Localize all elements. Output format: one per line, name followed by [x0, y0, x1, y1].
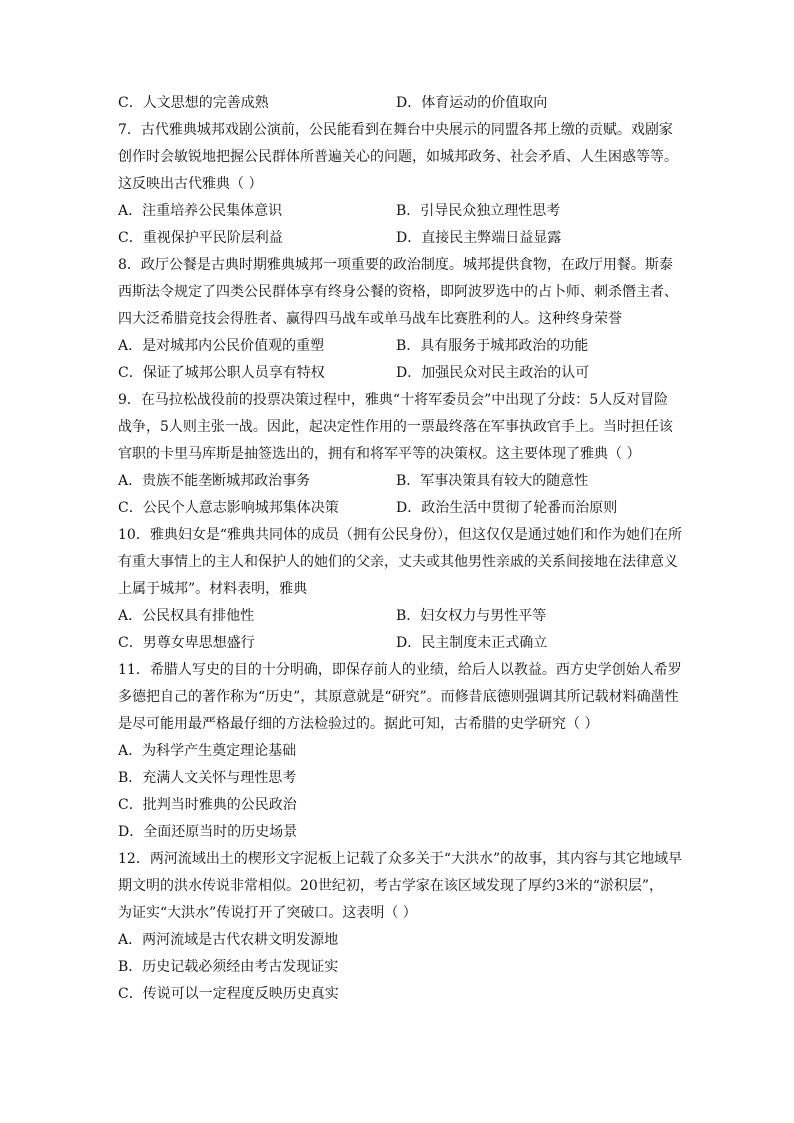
q12-option-b: B．历史记载必须经由考古发现证实	[118, 959, 339, 975]
q11-option-c: C．批判当时雅典的公民政治	[118, 797, 297, 813]
q7-stem-line: 创作时会敏锐地把握公民群体所普遍关心的问题，如城邦政务、社会矛盾、人生困惑等等。	[118, 149, 678, 165]
q12-stem-line: 12．两河流域出土的楔形文字泥板上记载了众多关于“大洪水”的故事，其内容与其它地域早	[118, 851, 683, 867]
q7-stem-line: 这反映出古代雅典（ ）	[118, 176, 263, 192]
q12-option-a: A．两河流域是古代农耕文明发源地	[118, 932, 339, 948]
q9-stem-line: 官职的卡里马库斯是抽签选出的，拥有和将军平等的决策权。这主要体现了雅典（ ）	[118, 446, 641, 462]
q6-options-cd	[118, 90, 684, 117]
q7-options-cd	[118, 225, 684, 252]
q10-option-b: B．妇女权力与男性平等	[396, 608, 547, 624]
q7-option-d: D．直接民主弊端日益显露	[396, 230, 562, 246]
q8-options-cd	[118, 360, 684, 387]
q10-options-cd	[118, 630, 684, 657]
question-content	[118, 90, 684, 1008]
q7-options-ab	[118, 198, 684, 225]
q7-option-a: A．注重培养公民集体意识	[118, 203, 283, 219]
q6-option-d: D．体育运动的价值取向	[396, 95, 548, 111]
q8-option-d: D．加强民众对民主政治的认可	[396, 365, 590, 381]
q7-option-b: B．引导民众独立理性思考	[396, 203, 561, 219]
q8-option-c: C．保证了城邦公职人员享有特权	[118, 365, 325, 381]
q11-option-a: A．为科学产生奠定理论基础	[118, 743, 297, 759]
q9-stem-line: 战争，5人则主张一战。因此，起决定性作用的一票最终落在军事执政官手上。当时担任该	[118, 419, 673, 435]
q9-options-ab	[118, 468, 684, 495]
q11-option-b: B．充满人文关怀与理性思考	[118, 770, 297, 786]
q12-stem-line: 期文明的洪水传说非常相似。20世纪初，考古学家在该区域发现了厚约3米的“淤积层”，	[118, 878, 664, 894]
q10-stem-line: 上属于城邦”。材料表明，雅典	[118, 581, 308, 597]
q8-stem-line: 西斯法令规定了四类公民群体享有终身公餐的资格，即阿波罗选中的占卜师、刺杀僭主者、	[118, 284, 678, 300]
q9-option-c: C．公民个人意志影响城邦集体决策	[118, 500, 339, 516]
q11-stem-line: 是尽可能用最严格最仔细的方法检验过的。据此可知，古希腊的史学研究（ ）	[118, 716, 599, 732]
q11-stem-line: 11．希腊人写史的目的十分明确，即保存前人的业绩，给后人以教益。西方史学创始人希罗	[118, 662, 682, 678]
q12-stem-line: 为证实“大洪水”传说打开了突破口。这表明（ ）	[118, 905, 417, 921]
q9-option-b: B．军事决策具有较大的随意性	[396, 473, 589, 489]
q10-options-ab	[118, 603, 684, 630]
q10-option-c: C．男尊女卑思想盛行	[118, 635, 255, 651]
q7-stem-line: 7．古代雅典城邦戏剧公演前，公民能看到在舞台中央展示的同盟各邦上缴的贡赋。戏剧家	[118, 122, 673, 138]
q12-option-c: C．传说可以一定程度反映历史真实	[118, 986, 339, 1002]
q11-option-d: D．全面还原当时的历史场景	[118, 824, 298, 840]
q7-option-c: C．重视保护平民阶层利益	[118, 230, 283, 246]
q6-option-c: C．人文思想的完善成熟	[118, 95, 269, 111]
q11-stem-line: 多德把自己的著作称为“历史”，其原意就是“研究”。而修昔底德则强调其所记载材料确凿性	[118, 689, 679, 705]
q9-options-cd	[118, 495, 684, 522]
q8-stem-line: 四大泛希腊竞技会得胜者、赢得四马战车或单马战车比赛胜利的人。这种终身荣誉	[118, 311, 622, 327]
q8-options-ab	[118, 333, 684, 360]
q8-option-b: B．具有服务于城邦政治的功能	[396, 338, 589, 354]
q9-stem-line: 9．在马拉松战役前的投票决策过程中，雅典“十将军委员会”中出现了分歧：5人反对冒险	[118, 392, 669, 408]
q8-stem-line: 8．政厅公餐是古典时期雅典城邦一项重要的政治制度。城邦提供食物，在政厅用餐。斯泰	[118, 257, 673, 273]
q9-option-a: A．贵族不能垄断城邦政治事务	[118, 473, 311, 489]
q10-stem-line: 10．雅典妇女是“雅典共同体的成员（拥有公民身份），但这仅仅是通过她们和作为她们在所	[118, 527, 682, 543]
q9-option-d: D．政治生活中贯彻了轮番而治原则	[396, 500, 618, 516]
q10-option-a: A．公民权具有排他性	[118, 608, 255, 624]
q10-stem-line: 有重大事情上的主人和保护人的她们的父亲，丈夫或其他男性亲戚的关系间接地在法律意义	[118, 554, 678, 570]
q10-option-d: D．民主制度未正式确立	[396, 635, 548, 651]
q8-option-a: A．是对城邦内公民价值观的重塑	[118, 338, 325, 354]
